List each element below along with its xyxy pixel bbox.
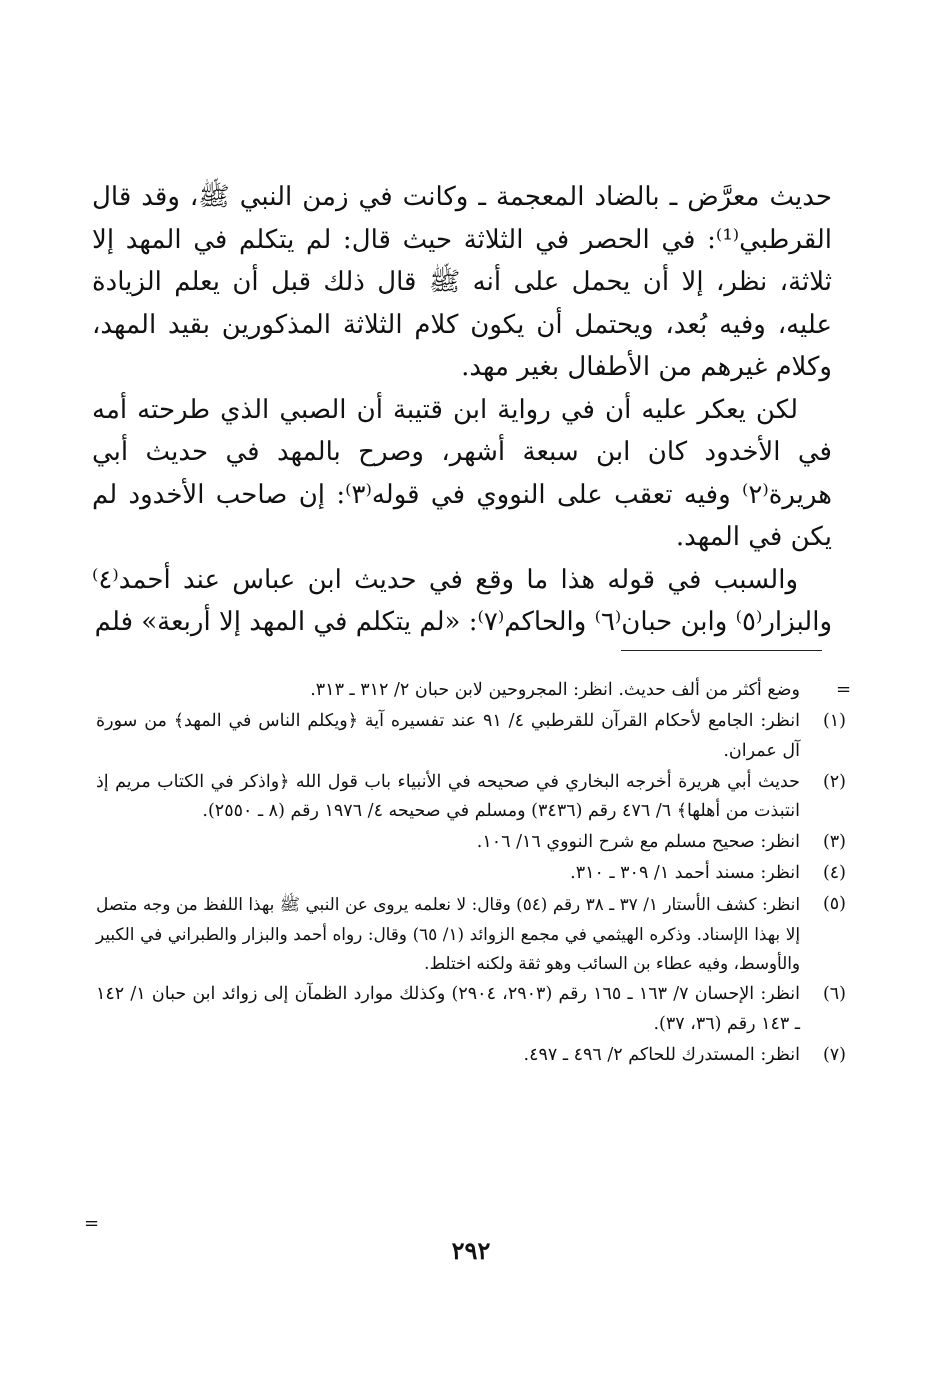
footnote-text: وضع أكثر من ألف حديث. انظر: المجروحين لابن حبان ٢/ ٣١٢ ـ ٣١٣. <box>310 680 800 700</box>
footnote <box>96 890 846 979</box>
footnote-text: انظر: الإحسان ٧/ ١٦٣ ـ ١٦٥ رقم (٢٩٠٣، ٢٩٠٤) وكذلك موارد الظمآن إلى زوائد ابن حبان ١/ ١٤٢ ـ ١٤٣ رقم (٣٦، ٣٧). <box>96 984 800 1034</box>
main-text <box>92 176 832 644</box>
paragraph: والسبب في قوله هذا ما وقع في حديث ابن عباس عند أحمد⁽٤⁾ والبزار⁽٥⁾ وابن حبان⁽٦⁾ والحاكم⁽٧⁾: «لم يتكلم في المهد إلا أربعة» فلم <box>92 564 832 637</box>
continuation-marker: = <box>836 679 852 700</box>
footnote-number: (٥) <box>822 894 846 914</box>
footnote-text: حديث أبي هريرة أخرجه البخاري في صحيحه في الأنبياء باب قول الله ﴿واذكر في الكتاب مريم إذ انتبذت من أهلها﴾ ٦/ ٤٧٦ رقم (٣٤٣٦) ومسلم في صحيحه ٤/ ١٩٧٦ رقم (٨ ـ ٢٥٥٠). <box>96 771 800 821</box>
footnote-number: (٤) <box>822 863 846 883</box>
paragraph: لكن يعكر عليه أن في رواية ابن قتيبة أن الصبي الذي طرحته أمه في الأخدود كان ابن سبعة أشهر، وصرح بالمهد في حديث أبي هريرة⁽٢⁾ وفيه تعقب على النووي في قوله⁽٣⁾: إن صاحب الأخدود لم يكن في المهد. <box>92 394 832 552</box>
page-number: ٢٩٢ <box>451 1236 491 1265</box>
continuation-marker: = <box>84 1213 100 1234</box>
footnote-continuation <box>96 676 846 706</box>
footnote-text: انظر: مسند أحمد ١/ ٣٠٩ ـ ٣١٠. <box>570 863 800 883</box>
footnote-number: (٧) <box>822 1044 846 1065</box>
footnote-separator <box>621 650 822 651</box>
footnote <box>96 768 846 827</box>
footnote <box>96 980 846 1039</box>
footnote-number: (١) <box>822 711 846 731</box>
footnote <box>96 859 846 889</box>
footnote-text: انظر: صحيح مسلم مع شرح النووي ١٦/ ١٠٦. <box>476 832 800 852</box>
footnote <box>96 1041 846 1071</box>
footnote-number: (٦) <box>822 984 846 1004</box>
footnote <box>96 707 846 766</box>
footnote-number: (٣) <box>822 832 846 852</box>
paragraph: حديث معرَّض ـ بالضاد المعجمة ـ وكانت في زمن النبي ﷺ، وقد قال القرطبي⁽¹⁾: في الحصر في الثلاثة حيث قال: لم يتكلم في المهد إلا ثلاثة، نظر، إلا أن يحمل على أنه ﷺ قال ذلك قبل أن يعلم الزيادة عليه، وفيه بُعد، ويحتمل أن يكون كلام الثلاثة المذكورين بقيد المهد، وكلام غيرهم من الأطفال بغير مهد. <box>92 182 832 382</box>
footnotes <box>96 676 846 1072</box>
footnote <box>96 828 846 858</box>
footnote-text: انظر: المستدرك للحاكم ٢/ ٤٩٦ ـ ٤٩٧. <box>523 1044 800 1065</box>
footnote-number <box>800 676 846 706</box>
footnote-number: (٢) <box>822 771 846 792</box>
footnote-text: انظر: كشف الأستار ١/ ٣٧ ـ ٣٨ رقم (٥٤) وقال: لا نعلمه يروى عن النبي ﷺ بهذا اللفظ من وجه متصل إلا بهذا الإسناد. وذكره الهيثمي في مجمع الزوائد (١/ ٦٥) وقال: رواه أحمد والبزار والطبراني في الكبير والأوسط، وفيه عطاء بن السائب وهو ثقة ولكنه اختلط. <box>96 894 800 973</box>
footnote-text: انظر: الجامع لأحكام القرآن للقرطبي ٤/ ٩١ عند تفسيره آية ﴿ويكلم الناس في المهد﴾ من سورة آل عمران. <box>96 711 800 761</box>
